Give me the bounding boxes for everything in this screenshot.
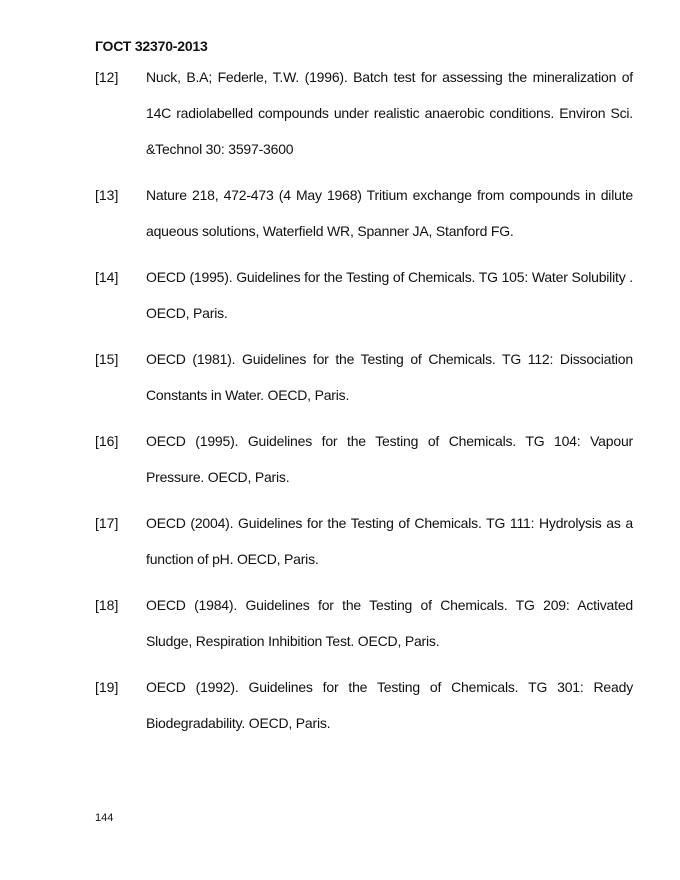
reference-item-19: [95, 669, 633, 741]
reference-number: [16]: [95, 433, 119, 449]
reference-text: OECD (1981). Guidelines for the Testing of Chemicals. TG 112: Dissociation Constants in Water. OECD, Paris.: [146, 351, 633, 403]
reference-text: OECD (1995). Guidelines for the Testing of Chemicals. TG 105: Water Solubility . OECD, Paris.: [146, 269, 633, 321]
page-number: 144: [95, 812, 114, 824]
reference-text: OECD (2004). Guidelines for the Testing of Chemicals. TG 111: Hydrolysis as a function of pH. OECD, Paris.: [146, 515, 633, 567]
reference-number: [12]: [95, 69, 119, 85]
reference-number: [18]: [95, 597, 119, 613]
reference-text: OECD (1995). Guidelines for the Testing of Chemicals. TG 104: Vapour Pressure. OECD, Paris.: [146, 433, 633, 485]
reference-list: [95, 59, 633, 751]
reference-number: [19]: [95, 679, 119, 695]
reference-item-16: [95, 423, 633, 495]
reference-number: [17]: [95, 515, 119, 531]
reference-number: [14]: [95, 269, 119, 285]
reference-number: [13]: [95, 187, 119, 203]
reference-text: Nature 218, 472-473 (4 May 1968) Tritium exchange from compounds in dilute aqueous solutions, Waterfield WR, Spanner JA, Stanford FG.: [146, 187, 633, 239]
reference-item-13: [95, 177, 633, 249]
reference-item-12: [95, 59, 633, 167]
reference-text: OECD (1992). Guidelines for the Testing of Chemicals. TG 301: Ready Biodegradability. OECD, Paris.: [146, 679, 633, 731]
reference-number: [15]: [95, 351, 119, 367]
document-header: ГОСТ 32370-2013: [95, 38, 208, 54]
reference-text: Nuck, B.A; Federle, T.W. (1996). Batch test for assessing the mineralization of 14C radiolabelled compounds under realistic anaerobic conditions. Environ Sci. &Technol 30: 3597-3600: [146, 69, 633, 157]
reference-item-17: [95, 505, 633, 577]
reference-item-18: [95, 587, 633, 659]
reference-text: OECD (1984). Guidelines for the Testing of Chemicals. TG 209: Activated Sludge, Respiration Inhibition Test. OECD, Paris.: [146, 597, 633, 649]
reference-item-14: [95, 259, 633, 331]
reference-item-15: [95, 341, 633, 413]
